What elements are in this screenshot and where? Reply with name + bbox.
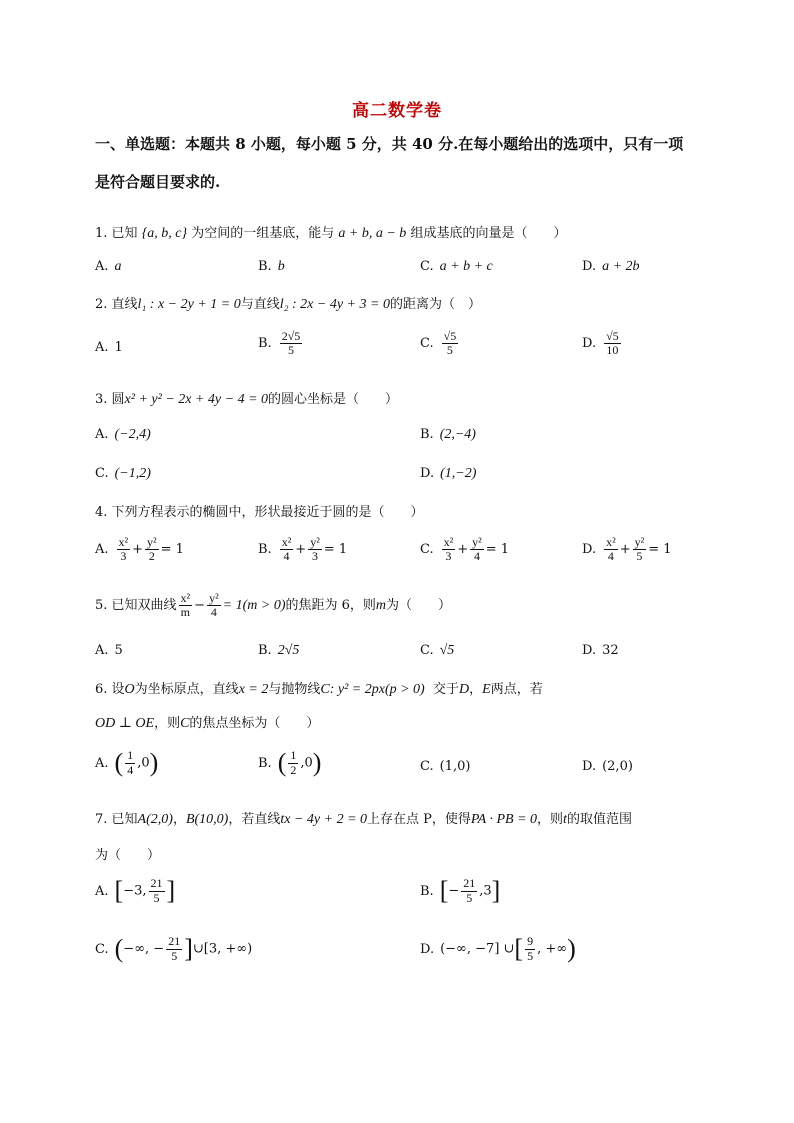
question-7-line1: 7. 已知A(2,0)，B(10,0)，若直线tx − 4y + 2 = 0上存在点 P，使得PA · PB = 0，则t的取值范围 xyxy=(95,812,632,827)
question-6-line1: 6. 设O为坐标原点，直线x = 2与抛物线C: y² = 2px(p > 0) 交于D，E两点，若 xyxy=(95,682,543,697)
q2-option-d: D. $\frac{√5}{10}$ xyxy=(582,329,619,358)
q4-option-d: D. $\frac{\text{x²}}{4}$ + $\frac{\text{y²}}{5}$ = 1 xyxy=(582,535,672,564)
q4-option-c: C. $\frac{\text{x²}}{3}$ + $\frac{\text{y²}}{4}$ = 1 xyxy=(420,535,510,564)
q1-text-c: 组成基底的向量是（ ） xyxy=(410,226,567,241)
q1-vectors: a + b, a − b xyxy=(338,226,407,241)
q2-option-b: B. $\frac{2√5}{5}$ xyxy=(258,329,301,358)
question-4: 4. 下列方程表示的椭圆中，形状最接近于圆的是（ ） xyxy=(95,505,424,520)
q3-circle: x² + y² − 2x + 4y − 4 = 0 xyxy=(124,392,269,407)
question-7-line2: 为（ ） xyxy=(95,848,161,863)
q1-text-a: 1. 已知 xyxy=(95,226,138,241)
q5-option-b: B. 2√5 xyxy=(258,643,300,658)
question-3: 3. 圆x² + y² − 2x + 4y − 4 = 0的圆心坐标是（ ） xyxy=(95,392,399,407)
question-2: 2. 直线l₁ : x − 2y + 1 = 0与直线l₂ : 2x − 4y + 3 = 0的距离为（ ） xyxy=(95,297,481,312)
q3-option-d: D. (1,−2) xyxy=(420,466,477,481)
q4-option-a: A. $\frac{\text{x²}}{3}$ + $\frac{\text{y²}}{2}$ = 1 xyxy=(95,535,184,564)
page-title: 高二数学卷 xyxy=(352,101,442,121)
question-5: 5. 已知双曲线 $\frac{\text{x²}}{m}$ − $\frac{\text{y²}}{4}$ = 1(m > 0)的焦距为 6，则m为（ ） xyxy=(95,591,452,620)
q1-basis: {a, b, c} xyxy=(141,226,188,241)
section-heading-line2: 是符合题目要求的. xyxy=(95,173,221,191)
q5-option-a: A. 5 xyxy=(95,643,123,658)
q6-option-a: A. ( $\frac{1}{4}$ ,0) xyxy=(95,748,159,777)
q2-line2: l₂ : 2x − 4y + 3 = 0 xyxy=(279,297,390,312)
q1-option-c: C. a + b + c xyxy=(420,259,493,274)
q2-option-c: C. $\frac{√5}{5}$ xyxy=(420,329,457,358)
q7-option-d: D. (−∞, −7] ∪[ $\frac{9}{5}$ , +∞) xyxy=(420,934,576,963)
q2-line1: l₁ : x − 2y + 1 = 0 xyxy=(137,297,241,312)
q3-option-c: C. (−1,2) xyxy=(95,466,151,481)
question-6-line2: OD ⊥ OE，则C的焦点坐标为（ ） xyxy=(95,716,320,731)
q1-option-d: D. a + 2b xyxy=(582,259,640,274)
q3-option-a: A. (−2,4) xyxy=(95,427,151,442)
q3-option-b: B. (2,−4) xyxy=(420,427,476,442)
q6-option-d: D. (2,0) xyxy=(582,759,633,774)
q1-text-b: 为空间的一组基底，能与 xyxy=(191,226,335,241)
q5-option-c: C. √5 xyxy=(420,643,455,658)
q6-option-b: B. ( $\frac{1}{2}$ ,0) xyxy=(258,748,322,777)
q5-option-d: D. 32 xyxy=(582,643,619,658)
q6-option-c: C. (1,0) xyxy=(420,759,471,774)
section-heading-line1: 一、单选题：本题共 8 小题，每小题 5 分，共 40 分.在每小题给出的选项中，只有一项 xyxy=(95,135,684,153)
q7-option-a: A. [−3, $\frac{21}{5}$ ] xyxy=(95,876,176,905)
question-1 xyxy=(95,222,566,242)
q7-option-b: B. [− $\frac{21}{5}$ ,3] xyxy=(420,876,501,905)
q7-option-c: C. (−∞, − $\frac{21}{5}$ ]∪[3, +∞) xyxy=(95,934,253,963)
q2-option-a: A. 1 xyxy=(95,340,123,355)
q1-option-a: A. a xyxy=(95,259,122,274)
q4-option-b: B. $\frac{\text{x²}}{4}$ + $\frac{\text{y²}}{3}$ = 1 xyxy=(258,535,348,564)
q1-option-b: B. b xyxy=(258,259,285,274)
